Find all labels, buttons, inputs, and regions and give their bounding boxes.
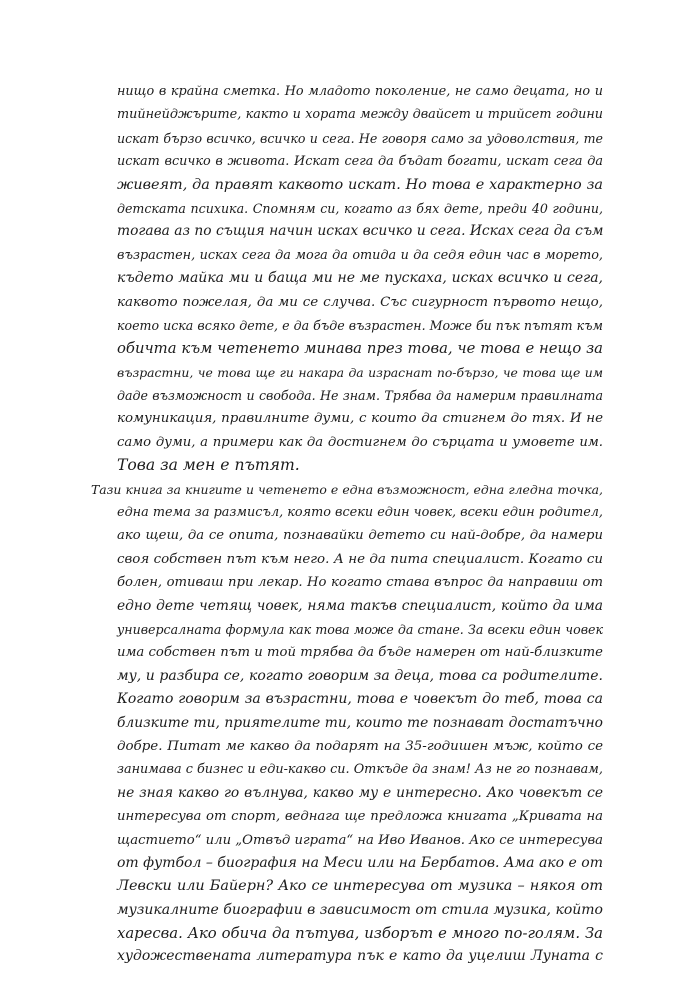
- text-line: своя собствен път към него. А не да пита специалист. Когато си: [117, 551, 603, 567]
- text-line: тийнейджърите, както и хората между двайсет и трийсет години: [117, 107, 603, 123]
- text-line: добре. Питат ме какво да подарят на 35-годишен мъж, който се: [117, 738, 603, 754]
- text-line: близките ти, приятелите ти, които те познават достатъчно: [117, 714, 603, 731]
- text-line: ако щеш, да се опита, познавайки детето си най-добре, да намери: [117, 528, 603, 544]
- text-line: живеят, да правят каквото искат. Но това е характерно за: [117, 176, 603, 193]
- text-line: искат всичко в живота. Искат сега да бъдат богати, искат сега да: [117, 154, 603, 170]
- text-line: не зная какво го вълнува, какво му е интересно. Ако човекът се: [117, 784, 603, 801]
- text-line: музикалните биографии в зависимост от стила музика, който: [117, 901, 603, 918]
- text-line: обичта към четенето минава през това, че това е нещо за: [117, 340, 603, 358]
- text-line: само думи, а примери как да достигнем до сърцата и умовете им.: [117, 434, 603, 450]
- paragraph-1: [91, 80, 603, 478]
- text-line: една тема за размисъл, която всеки един човек, всеки един родител,: [117, 505, 603, 521]
- text-line: нищо в крайна сметка. Но младото поколение, не само децата, но и: [117, 84, 603, 99]
- text-line: болен, отиваш при лекар. Но когато става въпрос да направиш от: [117, 575, 603, 591]
- text-line: където майка ми и баща ми не ме пускаха, исках всичко и сега,: [117, 270, 603, 287]
- text-line: художествената литература пък е като да уцелиш Луната с: [117, 948, 603, 965]
- text-line: което иска всяко дете, е да бъде възрастен. Може би пък пътят към: [117, 317, 603, 333]
- text-line: щастието“ или „Отвъд играта“ на Иво Иванов. Ако се интересува: [117, 832, 603, 848]
- text-line: тогава аз по същия начин исках всичко и сега. Исках сега да съм: [117, 223, 604, 240]
- text-line: каквото пожелая, да ми се случва. Със сигурност първото нещо,: [117, 294, 603, 310]
- text-line: детската психика. Спомням си, когато аз бях дете, преди 40 години,: [117, 200, 603, 216]
- text-line: универсалната формула как това може да стане. За всеки един човек: [117, 621, 603, 637]
- text-line: от футбол – биография на Меси или на Бербатов. Ама ако е от: [117, 854, 603, 871]
- text-line: харесва. Ако обича да пътува, изборът е много по-голям. За: [117, 925, 603, 943]
- text-line: едно дете четящ човек, няма такъв специалист, който да има: [117, 597, 603, 614]
- text-line: възрастен, исках сега да мога да отида и да седя един час в морето,: [117, 247, 603, 263]
- text-line: има собствен път и той трябва да бъде намерен от най-близките: [117, 645, 603, 661]
- text-line: даде възможност и свобода. Не знам. Трябва да намерим правилната: [117, 388, 603, 404]
- text-line: възрастни, че това ще ги накара да израснат по-бързо, че това ще им: [117, 364, 603, 380]
- text-line: му, и разбира се, когато говорим за деца, това са родителите.: [117, 667, 603, 684]
- text-line: Левски или Байерн? Ако се интересува от музика – някоя от: [117, 878, 603, 895]
- text-line: комуникация, правилните думи, с които да стигнем до тях. И не: [117, 411, 603, 427]
- text-line: Когато говорим за възрастни, това е човекът до теб, това са: [117, 691, 603, 708]
- text-line: интересува от спорт, веднага ще предложа книгата „Кривата на: [117, 809, 603, 825]
- text-line: Това за мен е пътят.: [117, 456, 300, 475]
- text-line: искат бързо всичко, всичко и сега. Не говоря само за удоволствия, те: [117, 130, 603, 146]
- body-text: [91, 80, 603, 969]
- paragraph-2: [91, 478, 603, 969]
- text-line: занимава с бизнес и еди-какво си. Откъде да знам! Аз не го познавам,: [117, 762, 603, 778]
- text-line: Тази книга за книгите и четенето е една възможност, една гледна точка,: [91, 481, 603, 497]
